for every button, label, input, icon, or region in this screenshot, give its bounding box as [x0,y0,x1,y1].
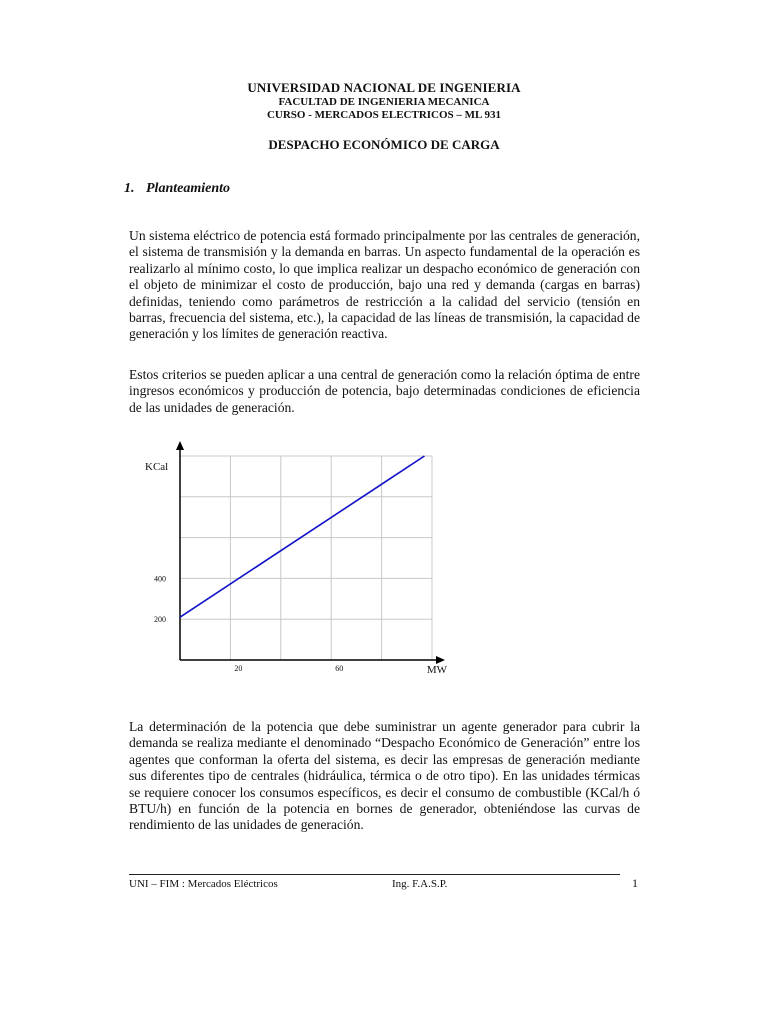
footer-author: Ing. F.A.S.P. [392,878,448,890]
x-axis-label: MW [426,664,448,676]
x-tick-label: 60 [335,664,344,673]
y-axis-label: KCal [145,461,169,473]
chart-axes [176,441,445,664]
chart-grid [180,456,432,660]
chart-series [180,456,424,617]
university-name: UNIVERSIDAD NACIONAL DE INGENIERIA [247,80,521,95]
paragraph-1: Un sistema eléctrico de potencia está formado principalmente por las centrales de generación, el sistema de transmisión y la demanda en barras. Un aspecto fundamental de la operación es realizarlo al mínimo costo, lo que implica realizar un despacho económico de generación con el objeto de minimizar el costo de producción, bajo una red y demanda (cargas en barras) definidas, teniendo como parámetros de restricción a la calidad del servicio (tensión en barras, frecuencia del sistema, etc.), la capacidad de las líneas de transmisión, la capacidad de generación y los límites de generación reactiva. [129,228,640,342]
page-number: 1 [632,876,638,890]
footer-divider [129,874,620,875]
x-tick-label: 20 [234,664,243,673]
section-title: Planteamiento [146,181,230,196]
series-line-consumo [180,456,424,617]
y-tick-label: 400 [154,574,166,584]
y-axis-arrow [176,441,184,450]
paragraph-3: La determinación de la potencia que debe suministrar un agente generador para cubrir la demanda se realiza mediante el denominado “Despacho Económico de Generación” entre los agentes que conforman la oferta del sistema, es decir las empresas de generación mediante sus diferentes tipo de centrales (hidráulica, térmica o de otro tipo). En las unidades térmicas se requiere conocer los consumos específicos, es decir el consumo de combustible (KCal/h ó BTU/h) en función de la potencia en bornes de generador, obteniéndose las curvas de rendimiento de las unidades de generación. [129,719,640,833]
footer-course: UNI – FIM : Mercados Eléctricos [129,878,278,890]
y-tick-label: 200 [154,615,166,625]
chart-labels [145,461,448,676]
faculty-name: FACULTAD DE INGENIERIA MECANICA [278,96,490,108]
section-number: 1. [124,181,135,196]
x-axis-arrow [436,656,445,664]
course-name: CURSO - MERCADOS ELECTRICOS – ML 931 [266,109,502,121]
document-title: DESPACHO ECONÓMICO DE CARGA [268,137,500,152]
paragraph-2: Estos criterios se pueden aplicar a una central de generación como la relación óptima de entre ingresos económicos y producción de potencia, bajo determinadas condiciones de eficiencia de las unidades de generación. [129,367,640,415]
consumption-chart [140,440,470,685]
section-heading [124,181,230,197]
